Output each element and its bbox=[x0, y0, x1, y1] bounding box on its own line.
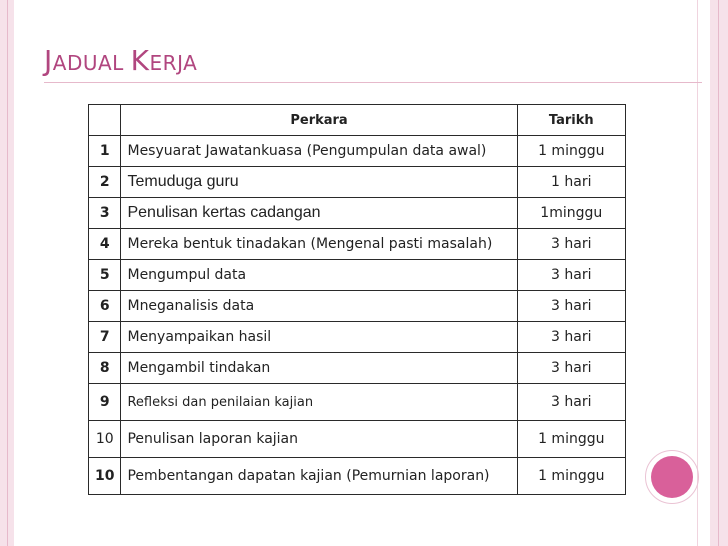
table-row bbox=[89, 384, 626, 421]
table-row bbox=[89, 322, 626, 353]
row-item: Pembentangan dapatan kajian (Pemurnian laporan) bbox=[121, 458, 517, 495]
left-border-line bbox=[7, 0, 8, 546]
row-date: 3 hari bbox=[517, 353, 625, 384]
row-number: 6 bbox=[89, 291, 121, 322]
row-number: 3 bbox=[89, 198, 121, 229]
row-date: 1 minggu bbox=[517, 421, 625, 458]
row-item: Temuduga guru bbox=[121, 167, 517, 198]
row-number: 2 bbox=[89, 167, 121, 198]
table-row bbox=[89, 136, 626, 167]
row-item: Refleksi dan penilaian kajian bbox=[121, 384, 517, 421]
row-date: 3 hari bbox=[517, 260, 625, 291]
table-row bbox=[89, 421, 626, 458]
slide-title bbox=[44, 44, 197, 77]
decorative-pink-circle bbox=[651, 456, 693, 498]
row-item: Mesyuarat Jawatankuasa (Pengumpulan data awal) bbox=[121, 136, 517, 167]
row-date: 1 minggu bbox=[517, 136, 625, 167]
table-row bbox=[89, 291, 626, 322]
table-row bbox=[89, 167, 626, 198]
row-date: 1minggu bbox=[517, 198, 625, 229]
table-row bbox=[89, 353, 626, 384]
row-item: Penulisan laporan kajian bbox=[121, 421, 517, 458]
row-date: 3 hari bbox=[517, 322, 625, 353]
title-first-rest: ADUAL bbox=[52, 51, 124, 75]
header-perkara: Perkara bbox=[121, 105, 517, 136]
row-number: 8 bbox=[89, 353, 121, 384]
title-first-capital: J bbox=[44, 44, 53, 77]
title-second-rest: ERJA bbox=[149, 51, 198, 75]
header-tarikh: Tarikh bbox=[517, 105, 625, 136]
work-schedule-table bbox=[88, 104, 626, 495]
row-item: Mengambil tindakan bbox=[121, 353, 517, 384]
row-date: 3 hari bbox=[517, 291, 625, 322]
row-date: 1 hari bbox=[517, 167, 625, 198]
row-number: 4 bbox=[89, 229, 121, 260]
row-date: 3 hari bbox=[517, 384, 625, 421]
table-row bbox=[89, 229, 626, 260]
title-underline bbox=[44, 82, 702, 83]
table-header-row bbox=[89, 105, 626, 136]
row-date: 3 hari bbox=[517, 229, 625, 260]
row-item: Mneganalisis data bbox=[121, 291, 517, 322]
row-number: 9 bbox=[89, 384, 121, 421]
table-row bbox=[89, 260, 626, 291]
row-item: Menyampaikan hasil bbox=[121, 322, 517, 353]
row-number: 1 bbox=[89, 136, 121, 167]
title-second-capital: K bbox=[130, 44, 150, 77]
header-no bbox=[89, 105, 121, 136]
right-border-line bbox=[718, 0, 719, 546]
row-item: Mengumpul data bbox=[121, 260, 517, 291]
row-number: 10 bbox=[89, 458, 121, 495]
row-item: Mereka bentuk tinadakan (Mengenal pasti masalah) bbox=[121, 229, 517, 260]
row-number: 10 bbox=[89, 421, 121, 458]
right-border-band bbox=[710, 0, 728, 546]
table-row bbox=[89, 198, 626, 229]
table-row bbox=[89, 458, 626, 495]
row-number: 5 bbox=[89, 260, 121, 291]
row-number: 7 bbox=[89, 322, 121, 353]
row-date: 1 minggu bbox=[517, 458, 625, 495]
row-item: Penulisan kertas cadangan bbox=[121, 198, 517, 229]
